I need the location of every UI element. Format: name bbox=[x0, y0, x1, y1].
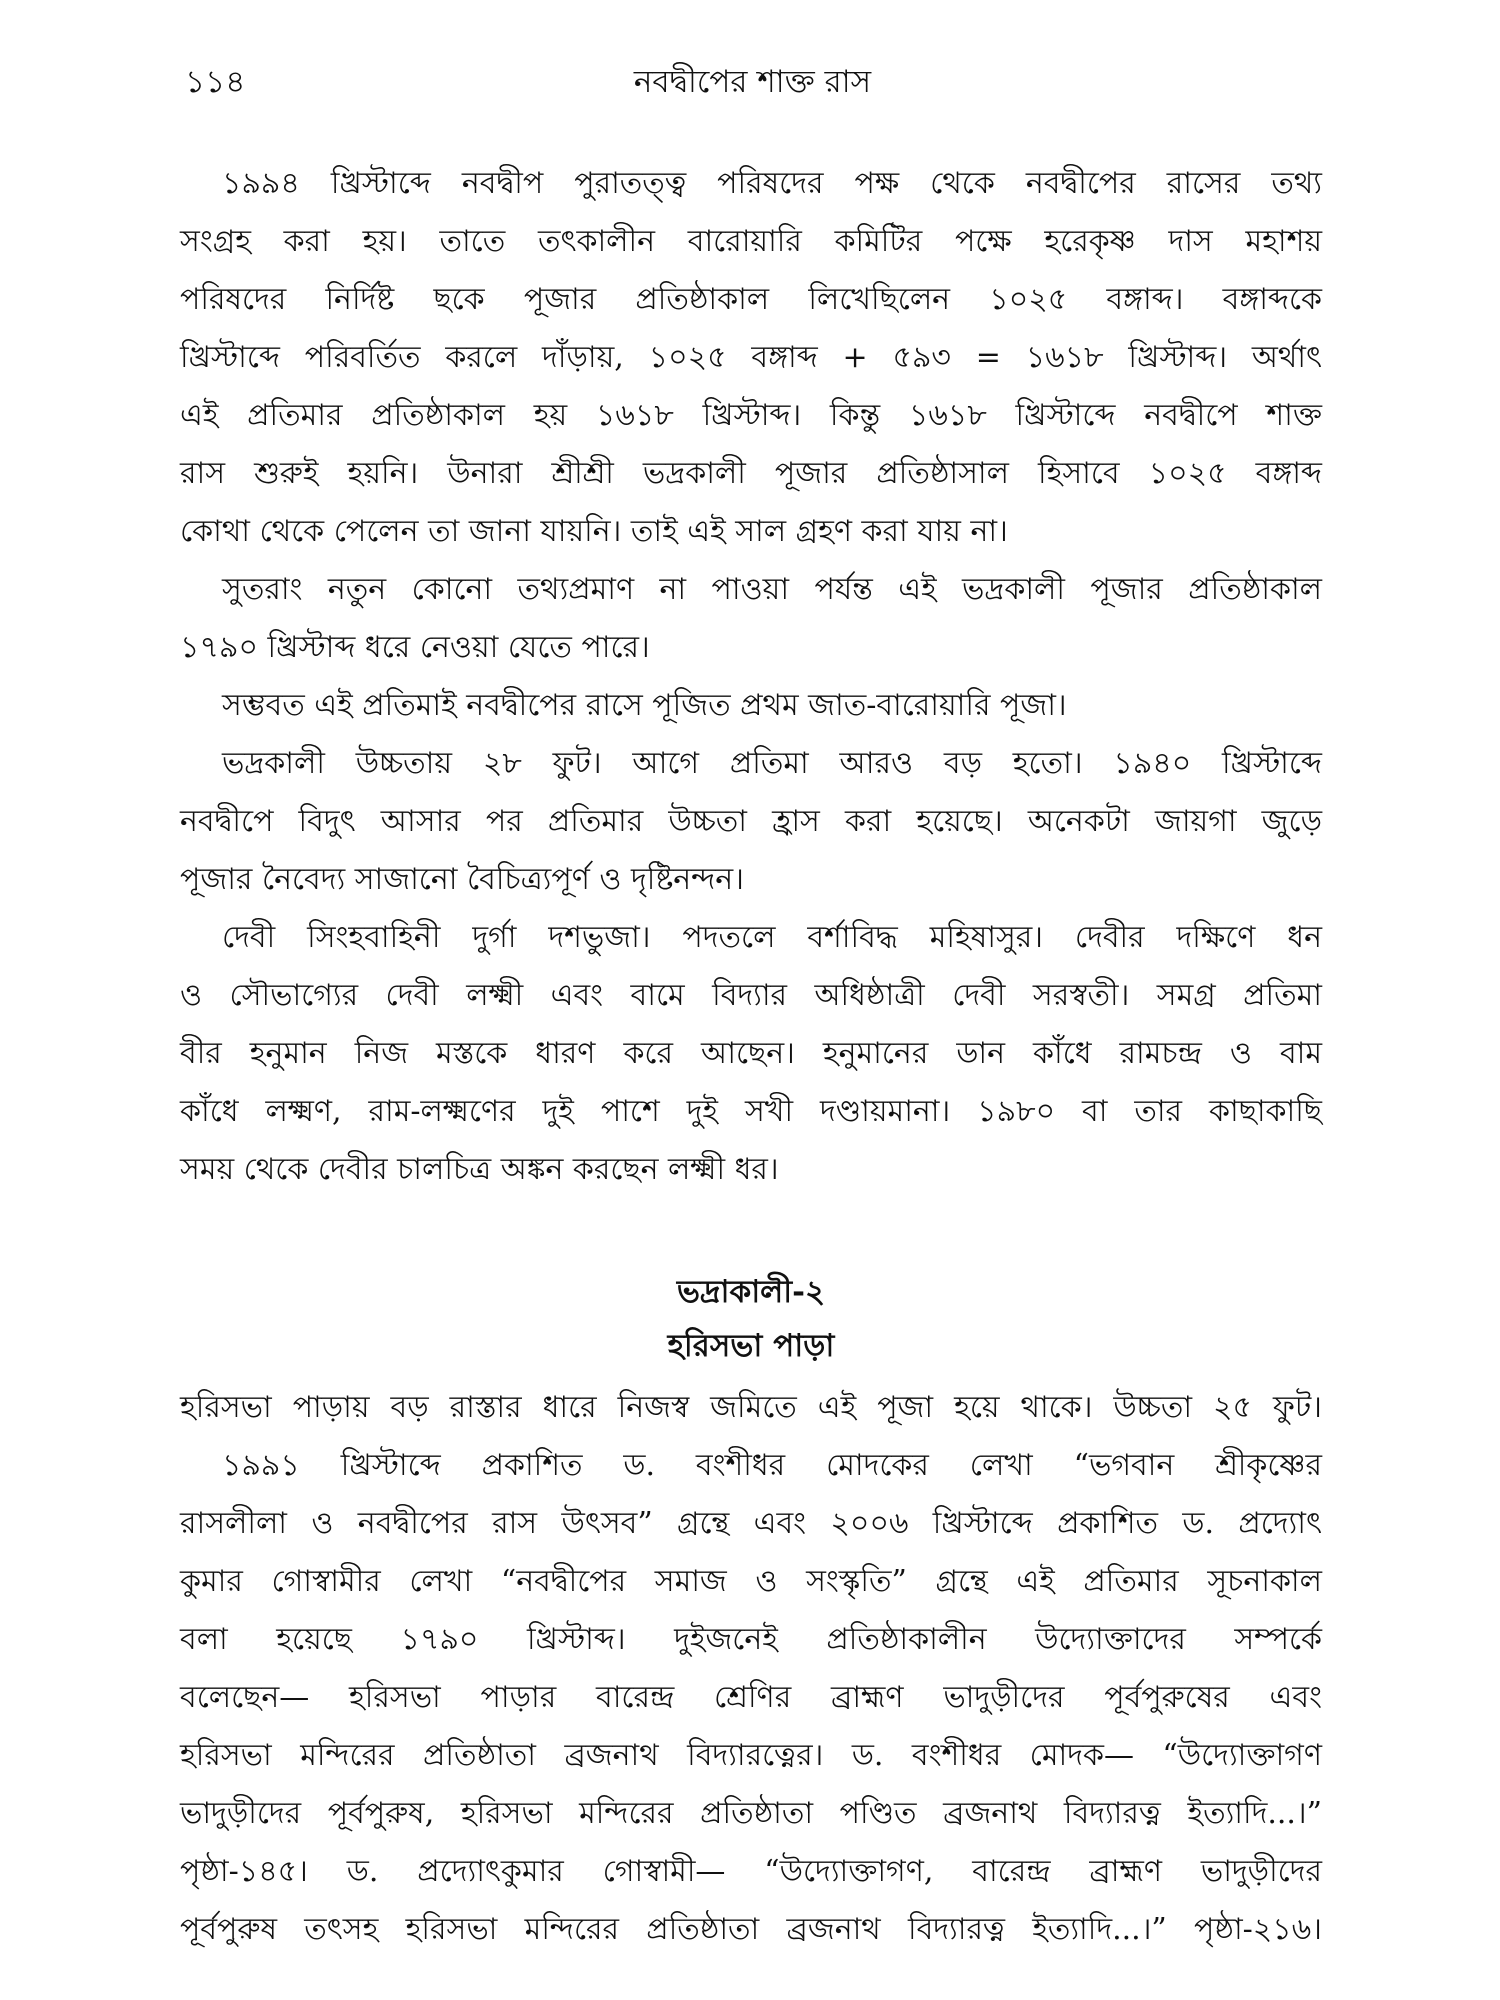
text-line: রাস শুরুই হয়নি। উনারা শ্রীশ্রী ভদ্রকালী পূজার প্রতিষ্ঠাসাল হিসাবে ১০২৫ বঙ্গাব্দ bbox=[180, 456, 1322, 491]
text-line: নবদ্বীপে বিদুৎ আসার পর প্রতিমার উচ্চতা হ্রাস করা হয়েছে। অনেকটা জায়গা জুড়ে bbox=[180, 804, 1322, 839]
text-line: ভদ্রকালী উচ্চতায় ২৮ ফুট। আগে প্রতিমা আরও বড় হতো। ১৯৪০ খ্রিস্টাব্দে bbox=[222, 746, 1322, 781]
text-line: ভাদুড়ীদের পূর্বপুরুষ, হরিসভা মন্দিরের প্রতিষ্ঠাতা পণ্ডিত ব্রজনাথ বিদ্যারত্ন ইত্যাদি...।” bbox=[180, 1796, 1322, 1831]
section-1-text bbox=[180, 155, 1322, 1199]
text-line: পূজার নৈবেদ্য সাজানো বৈচিত্র্যপূর্ণ ও দৃষ্টিনন্দন। bbox=[180, 862, 744, 897]
text-line: কাঁধে লক্ষ্মণ, রাম-লক্ষ্মণের দুই পাশে দুই সখী দণ্ডায়মানা। ১৯৮০ বা তার কাছাকাছি bbox=[180, 1094, 1322, 1129]
text-line: ১৯৯৪ খ্রিস্টাব্দে নবদ্বীপ পুরাতত্ত্ব পরিষদের পক্ষ থেকে নবদ্বীপের রাসের তথ্য bbox=[222, 166, 1322, 201]
text-line: হরিসভা পাড়ায় বড় রাস্তার ধারে নিজস্ব জমিতে এই পূজা হয়ে থাকে। উচ্চতা ২৫ ফুট। bbox=[180, 1390, 1322, 1425]
text-line: সুতরাং নতুন কোনো তথ্যপ্রমাণ না পাওয়া পর্যন্ত এই ভদ্রকালী পূজার প্রতিষ্ঠাকাল bbox=[222, 572, 1322, 607]
text-line: এই প্রতিমার প্রতিষ্ঠাকাল হয় ১৬১৮ খ্রিস্টাব্দ। কিন্তু ১৬১৮ খ্রিস্টাব্দে নবদ্বীপে শাক্ত bbox=[180, 398, 1322, 433]
text-line: কোথা থেকে পেলেন তা জানা যায়নি। তাই এই সাল গ্রহণ করা যায় না। bbox=[180, 514, 1008, 549]
text-line: বলা হয়েছে ১৭৯০ খ্রিস্টাব্দ। দুইজনেই প্রতিষ্ঠাকালীন উদ্যোক্তাদের সম্পর্কে bbox=[180, 1622, 1322, 1657]
page-header bbox=[185, 58, 1320, 108]
text-line: পৃষ্ঠা-১৪৫। ড. প্রদ্যোৎকুমার গোস্বামী— “উদ্যোক্তাগণ, বারেন্দ্র ব্রাহ্মণ ভাদুড়ীদের bbox=[180, 1854, 1322, 1889]
section-2-heading bbox=[180, 1265, 1322, 1373]
page-number: ১১৪ bbox=[185, 64, 246, 100]
text-line: সম্ভবত এই প্রতিমাই নবদ্বীপের রাসে পূজিত প্রথম জাত-বারোয়ারি পূজা। bbox=[222, 688, 1067, 723]
text-line: পরিষদের নির্দিষ্ট ছকে পূজার প্রতিষ্ঠাকাল লিখেছিলেন ১০২৫ বঙ্গাব্দ। বঙ্গাব্দকে bbox=[180, 282, 1322, 317]
text-line: ১৭৯০ খ্রিস্টাব্দ ধরে নেওয়া যেতে পারে। bbox=[180, 630, 650, 665]
page-body bbox=[180, 155, 1322, 1959]
text-line: কুমার গোস্বামীর লেখা “নবদ্বীপের সমাজ ও সংস্কৃতি” গ্রন্থে এই প্রতিমার সূচনাকাল bbox=[180, 1564, 1322, 1599]
running-title: নবদ্বীপের শাক্ত রাস bbox=[633, 64, 872, 100]
text-line: দেবী সিংহবাহিনী দুর্গা দশভুজা। পদতলে বর্শাবিদ্ধ মহিষাসুর। দেবীর দক্ষিণে ধন bbox=[222, 920, 1322, 955]
text-line: হরিসভা মন্দিরের প্রতিষ্ঠাতা ব্রজনাথ বিদ্যারত্নের। ড. বংশীধর মোদক— “উদ্যোক্তাগণ bbox=[180, 1738, 1322, 1773]
section-2-text bbox=[180, 1379, 1322, 1959]
section-heading: ভদ্রাকালী-২ bbox=[676, 1274, 826, 1310]
text-line: খ্রিস্টাব্দে পরিবর্তিত করলে দাঁড়ায়, ১০২৫ বঙ্গাব্দ + ৫৯৩ = ১৬১৮ খ্রিস্টাব্দ। অর্থাৎ bbox=[180, 340, 1322, 375]
text-line: ১৯৯১ খ্রিস্টাব্দে প্রকাশিত ড. বংশীধর মোদকের লেখা “ভগবান শ্রীকৃষ্ণের bbox=[222, 1448, 1322, 1483]
text-line: ও সৌভাগ্যের দেবী লক্ষ্মী এবং বামে বিদ্যার অধিষ্ঠাত্রী দেবী সরস্বতী। সমগ্র প্রতিমা bbox=[180, 978, 1322, 1013]
text-line: বলেছেন— হরিসভা পাড়ার বারেন্দ্র শ্রেণির ব্রাহ্মণ ভাদুড়ীদের পূর্বপুরুষের এবং bbox=[180, 1680, 1322, 1715]
text-line: সময় থেকে দেবীর চালচিত্র অঙ্কন করছেন লক্ষ্মী ধর। bbox=[180, 1152, 779, 1187]
text-line: পূর্বপুরুষ তৎসহ হরিসভা মন্দিরের প্রতিষ্ঠাতা ব্রজনাথ বিদ্যারত্ন ইত্যাদি...।” পৃষ্ঠা-২১৬। bbox=[180, 1912, 1322, 1947]
section-subheading: হরিসভা পাড়া bbox=[667, 1328, 835, 1364]
text-line: সংগ্রহ করা হয়। তাতে তৎকালীন বারোয়ারি কমিটির পক্ষে হরেকৃষ্ণ দাস মহাশয় bbox=[180, 224, 1322, 259]
text-line: রাসলীলা ও নবদ্বীপের রাস উৎসব” গ্রন্থে এবং ২০০৬ খ্রিস্টাব্দে প্রকাশিত ড. প্রদ্যোৎ bbox=[180, 1506, 1322, 1541]
text-line: বীর হনুমান নিজ মস্তকে ধারণ করে আছেন। হনুমানের ডান কাঁধে রামচন্দ্র ও বাম bbox=[180, 1036, 1322, 1071]
